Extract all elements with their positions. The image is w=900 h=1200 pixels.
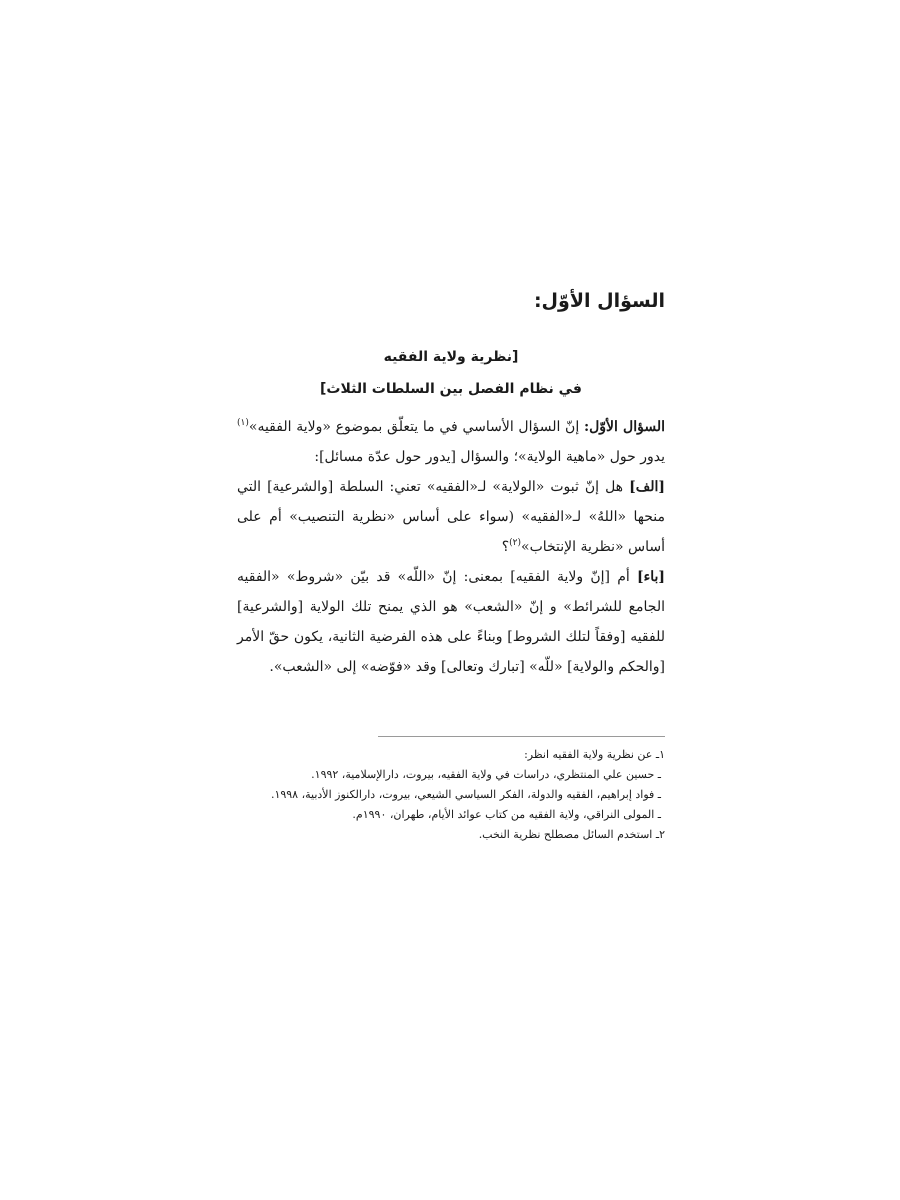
paragraph-text: ؟ [501,539,510,555]
footnote-1-source-2: ـ فواد إبراهيم، الفقيه والدولة، الفكر السياسي الشيعي، بيروت، دارالكنوز الأدبية، ١٩٩٨. [270,788,661,801]
footnote-2: ٢ـ استخدم السائل مصطلح نظرية النخب. [478,828,665,841]
footnote-ref-2: (٢) [509,538,521,548]
chapter-title-line-1: [نظرية ولاية الفقيه [383,349,519,365]
footnote-1-source-3: ـ المولى النراقي، ولاية الفقيه من كتاب عوائد الأيام، طهران، ١٩٩٠م. [352,808,661,821]
paragraph-lead: [باء] [637,569,665,585]
footnotes [237,745,665,845]
body-text [237,412,665,682]
paragraph-text: إنّ السؤال الأساسي في ما يتعلّق بموضوع «ولاية الفقيه» [248,419,584,435]
footnote-1: ١ـ عن نظرية ولاية الفقيه انظر: [524,748,665,761]
paragraph-text: أم [إنّ ولاية الفقيه] بمعنى: إنّ «اللّه» قد بيّن «شروط» «الفقيه الجامع للشرائط» و إنّ «الشعب» هو الذي يمنح تلك الولاية [والشرعية] للفقيه [وفقاً لتلك الشروط] وبناءً على هذه الفرضية الثانية، يكون حقّ الأمر [والحكم والولاية] «للّه» [تبارك وتعالى] وقد «فوّضه» إلى «الشعب». [237,569,665,675]
paragraph-3 [237,562,665,682]
paragraph-lead: السؤال الأوّل: [583,419,665,435]
footnote-1-source-1: ـ حسين علي المنتظري، دراسات في ولاية الفقيه، بيروت، دارالإسلامية، ١٩٩٢. [311,768,661,781]
chapter-title [237,341,665,405]
footnote-divider [378,736,665,737]
paragraph-text: هل إنّ ثبوت «الولاية» لـ«الفقيه» تعني: السلطة [والشرعية] التي منحها «اللهُ» لـ«الفقيه» (سواء على أساس «نظرية التنصيب» أم على أساس «نظرية الإنتخاب» [237,479,665,555]
paragraph-text: يدور حول «ماهية الولاية»؛ والسؤال [يدور حول عدّة مسائل]: [314,449,665,465]
section-heading: السؤال الأوّل: [533,290,665,312]
paragraph-lead: [الف] [629,479,665,495]
paragraph-1 [237,412,665,472]
paragraph-2 [237,472,665,562]
chapter-title-line-2: في نظام الفصل بين السلطات الثلاث] [320,381,582,397]
footnote-ref-1: (١) [237,418,249,428]
